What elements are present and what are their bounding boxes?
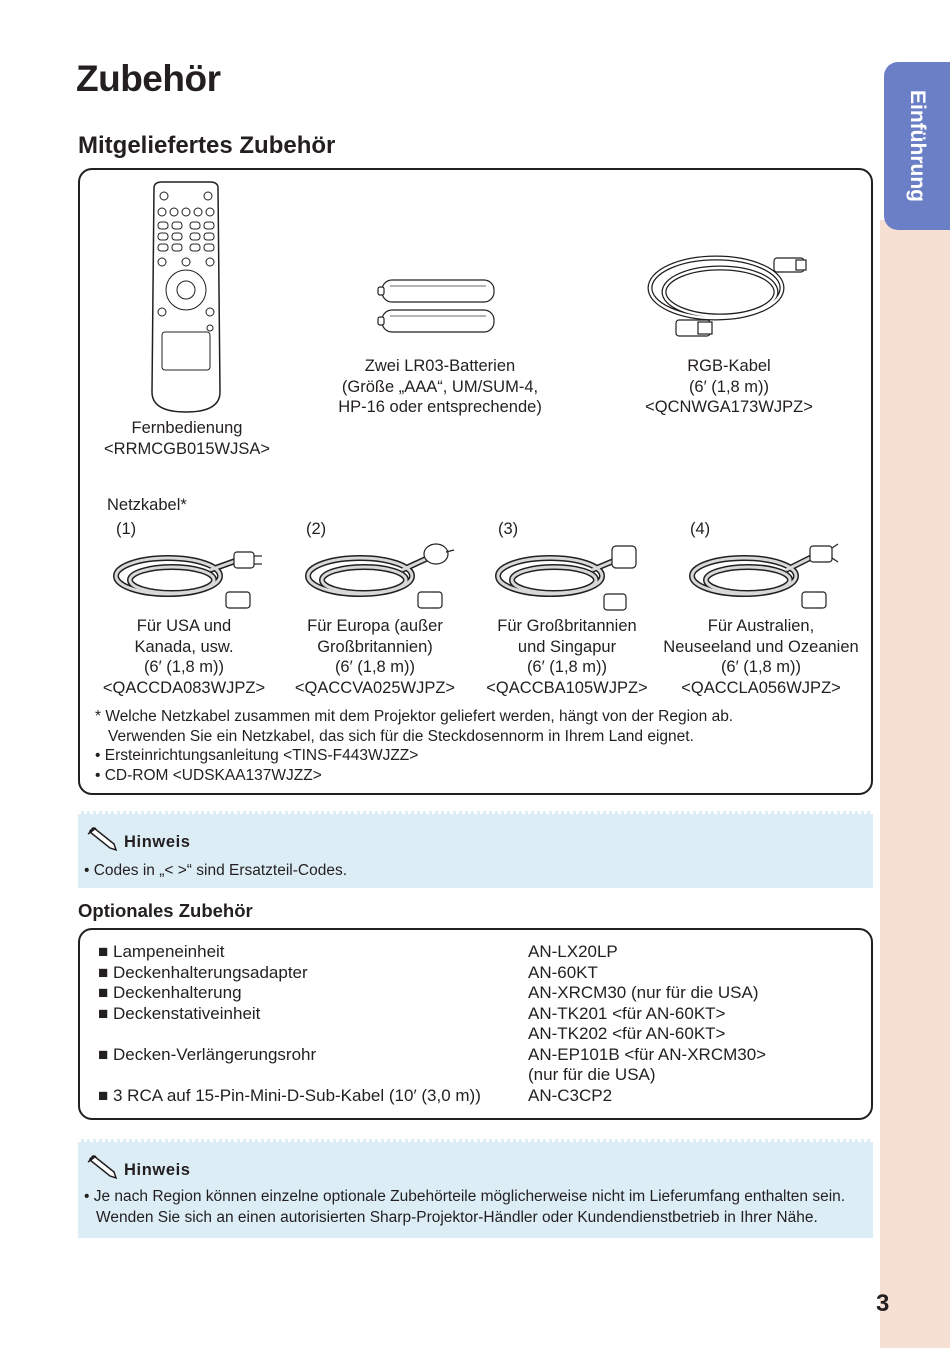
- list-item: AN-EP101B <für AN-XRCM30>: [528, 1044, 767, 1064]
- remote-control-icon: [148, 182, 224, 414]
- pencil-note-icon: [86, 1154, 122, 1180]
- power-cable-line: und Singapur: [517, 637, 617, 656]
- page-number: 3: [876, 1290, 890, 1317]
- remote-code: <RRMCGB015WJSA>: [104, 439, 270, 458]
- rgb-cable-caption: [640, 356, 818, 418]
- list-item: AN-60KT: [528, 962, 598, 982]
- remote-caption: [96, 418, 278, 459]
- power-cable-3-number: (3): [498, 520, 519, 538]
- list-item: ■ Decken-Verlängerungsrohr: [98, 1044, 317, 1064]
- footnote: * Welche Netzkabel zusammen mit dem Projektor geliefert werden, hängt von der Region ab.: [95, 708, 734, 725]
- power-cable-line: Großbritannien): [317, 637, 433, 656]
- batteries-caption: [320, 356, 560, 418]
- power-cable-code: <QACCLA056WJPZ>: [681, 678, 841, 697]
- batteries-line: HP-16 oder entsprechende): [338, 398, 542, 416]
- note-text: • Codes in „< >“ sind Ersatzteil-Codes.: [84, 862, 348, 879]
- chapter-tab[interactable]: [884, 62, 950, 230]
- list-item: ■ 3 RCA auf 15-Pin-Mini-D-Sub-Kabel (10′ (3,0 m)): [98, 1085, 481, 1105]
- batteries-line: Zwei LR03-Batterien: [364, 357, 516, 375]
- note-divider: [78, 811, 873, 815]
- list-item: AN-LX20LP: [528, 942, 618, 961]
- power-cable-line: Für Großbritannien: [497, 617, 637, 635]
- list-item: ■ Lampeneinheit: [98, 942, 225, 961]
- power-cable-line: Für USA und: [136, 617, 232, 635]
- power-cable-3-icon: [492, 540, 648, 614]
- list-item: [98, 1065, 481, 1086]
- list-item: AN-C3CP2: [528, 1085, 613, 1105]
- power-cable-line: Für Europa (außer: [307, 617, 443, 635]
- list-item: ■ Deckenhalterung: [98, 983, 242, 1002]
- list-item: AN-XRCM30 (nur für die USA): [528, 983, 759, 1002]
- power-cable-code: <QACCVA025WJPZ>: [294, 678, 456, 697]
- remote-name: Fernbedienung: [131, 419, 243, 437]
- optional-title: Optionales Zubehör: [78, 900, 253, 921]
- power-cable-line: (6′ (1,8 m)): [526, 658, 608, 676]
- power-cable-2-icon: [302, 540, 458, 614]
- footnotes: [95, 707, 733, 785]
- power-cable-line: Für Australien,: [707, 617, 815, 635]
- power-cable-line: (6′ (1,8 m)): [334, 658, 416, 676]
- pencil-note-icon: [86, 826, 122, 852]
- power-cable-4-icon: [686, 540, 842, 614]
- note-heading: Hinweis: [124, 1161, 191, 1179]
- list-item: (nur für die USA): [528, 1065, 656, 1084]
- note-heading: Hinweis: [124, 833, 191, 851]
- power-cable-line: (6′ (1,8 m)): [720, 658, 802, 676]
- list-item: [98, 1024, 481, 1045]
- power-cable-2-number: (2): [306, 520, 327, 538]
- page-title: Zubehör: [76, 58, 221, 99]
- power-cable-1-icon: [110, 540, 266, 614]
- power-cable-code: <QACCBA105WJPZ>: [486, 678, 648, 697]
- list-item: AN-TK202 <für AN-60KT>: [528, 1024, 726, 1043]
- power-cable-code: <QACCDA083WJPZ>: [102, 678, 266, 697]
- section-title: Mitgeliefertes Zubehör: [78, 132, 336, 159]
- power-cable-line: Kanada, usw.: [134, 637, 234, 656]
- note-box: [78, 811, 873, 888]
- note-box: [78, 1139, 873, 1238]
- rgb-cable-line: RGB-Kabel: [687, 357, 771, 375]
- list-item: • Ersteinrichtungsanleitung <TINS-F443WJZZ>: [95, 747, 419, 764]
- batteries-line: (Größe „AAA“, UM/SUM-4,: [341, 377, 539, 396]
- side-strip: [880, 220, 950, 1348]
- footnote: Verwenden Sie ein Netzkabel, das sich für die Steckdosennorm in Ihrem Land eignet.: [108, 727, 694, 745]
- power-cable-4-caption: [662, 616, 860, 698]
- power-cable-line: Neuseeland und Ozeanien: [663, 637, 859, 656]
- power-cable-4-number: (4): [690, 520, 711, 538]
- power-cable-line: (6′ (1,8 m)): [143, 658, 225, 676]
- list-item: • CD-ROM <UDSKAA137WJZZ>: [95, 766, 322, 784]
- list-item: ■ Deckenstativeinheit: [98, 1003, 261, 1023]
- note-divider: [78, 1139, 873, 1143]
- rgb-cable-line: (6′ (1,8 m)): [688, 377, 770, 396]
- list-item: ■ Deckenhalterungsadapter: [98, 962, 308, 982]
- power-cable-3-caption: [474, 616, 660, 698]
- note-line: Wenden Sie sich an einen autorisierten Sharp-Projektor-Händler oder Kundendienstbetrieb in Ihrer Nähe.: [96, 1208, 818, 1226]
- power-cable-1-caption: [92, 616, 276, 698]
- power-cable-2-caption: [282, 616, 468, 698]
- chapter-tab-label: Einführung: [906, 90, 930, 202]
- optional-codes-list: [528, 942, 766, 1106]
- optional-items-list: [98, 942, 481, 1106]
- rgb-cable-icon: [646, 240, 812, 346]
- note-line: • Je nach Region können einzelne optionale Zubehörteile möglicherweise nicht im Lieferumfang enthalten sein.: [84, 1188, 846, 1205]
- note-text: [84, 1187, 845, 1228]
- list-item: AN-TK201 <für AN-60KT>: [528, 1003, 726, 1023]
- rgb-cable-line: <QCNWGA173WJPZ>: [645, 398, 813, 416]
- battery-icon: [376, 278, 500, 336]
- power-cable-1-number: (1): [116, 520, 137, 538]
- power-cable-label: Netzkabel*: [107, 496, 187, 514]
